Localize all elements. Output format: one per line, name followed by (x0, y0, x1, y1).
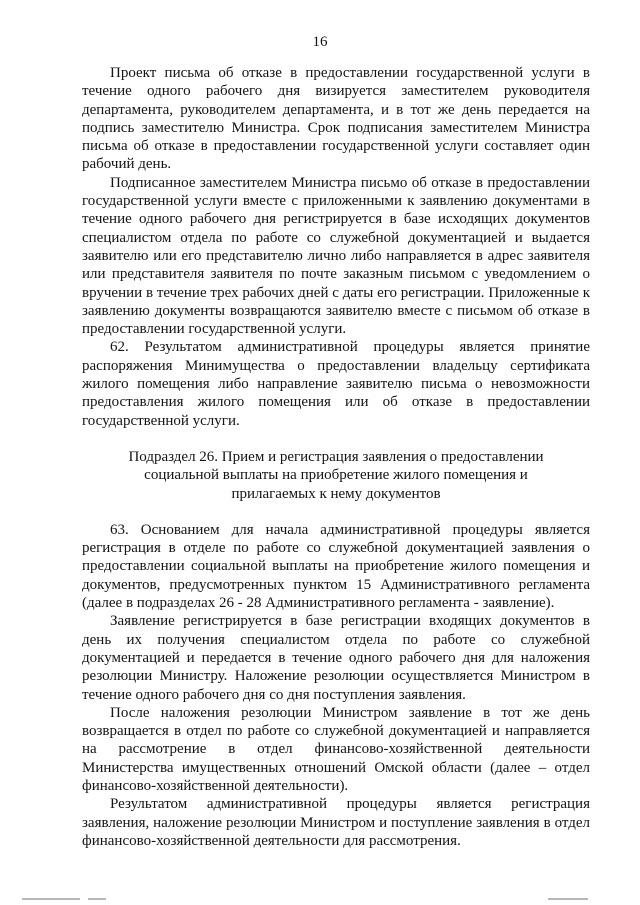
scan-mark (22, 898, 80, 900)
scan-mark (88, 898, 106, 900)
paragraph: После наложения резолюции Министром заявление в тот же день возвращается в отдел по работе со служебной документацией и направляется на рассмотрение в отдел финансово-хозяйственной деятельности Министерства имущественных отношений Омской области (далее – отдел финансово-хозяйственной деятельности). (82, 704, 590, 794)
spacer (82, 430, 590, 448)
spacer (82, 503, 590, 521)
document-body (82, 64, 590, 850)
page-number: 16 (312, 34, 328, 50)
paragraph: Проект письма об отказе в предоставлении государственной услуги в течение одного рабочего дня визируется заместителем руководителя департамента, руководителем департамента, и в тот же день передается на подпись заместителю Министра. Срок подписания заместителем Министра письма об отказе в предоставлении государственной услуги составляет один рабочий день. (82, 65, 590, 173)
paragraph: 62. Результатом административной процедуры является принятие распоряжения Минимущества о предоставлении владельцу сертификата жилого помещения либо направление заявителю письма о невозможности предоставления жилого помещения или об отказе в предоставлении государственной услуги. (82, 339, 590, 429)
section-heading: Подраздел 26. Прием и регистрация заявления о предоставлении социальной выплаты на приобретение жилого помещения и прилагаемых к нему документов (128, 448, 544, 502)
paragraph: Заявление регистрируется в базе регистрации входящих документов в день их получения специалистом отдела по работе со служебной документацией и передается в течение одного рабочего дня для наложения резолюции Министру. Наложение резолюции осуществляется Министром в течение одного рабочего дня со дня поступления заявления. (82, 613, 590, 703)
paragraph: 63. Основанием для начала административной процедуры является регистрация в отделе по работе со служебной документацией заявления о предоставлении социальной выплаты на приобретение жилого помещения и документов, предусмотренных пунктом 15 Административного регламента (далее в подразделах 26 - 28 Административного регламента - заявление). (82, 521, 590, 612)
paragraph: Результатом административной процедуры является регистрация заявления, наложение резолюции Министром и поступление заявления в отдел финансово-хозяйственной деятельности для рассмотрения. (82, 796, 590, 849)
scan-edge-marks (0, 896, 640, 905)
scan-mark (548, 898, 588, 900)
paragraph: Подписанное заместителем Министра письмо об отказе в предоставлении государственной услуги вместе с приложенными к заявлению документами в течение одного рабочего дня регистрируется в базе исходящих документов специалистом отдела по работе со служебной документацией и выдается заявителю или его представителю лично либо направляется в адрес заявителя или представителя заявителя по почте заказным письмом с уведомлением о вручении в течение трех рабочих дней с даты его регистрации. Приложенные к заявлению документы возвращаются заявителю вместе с письмом об отказе в предоставлении государственной услуги. (82, 174, 590, 338)
